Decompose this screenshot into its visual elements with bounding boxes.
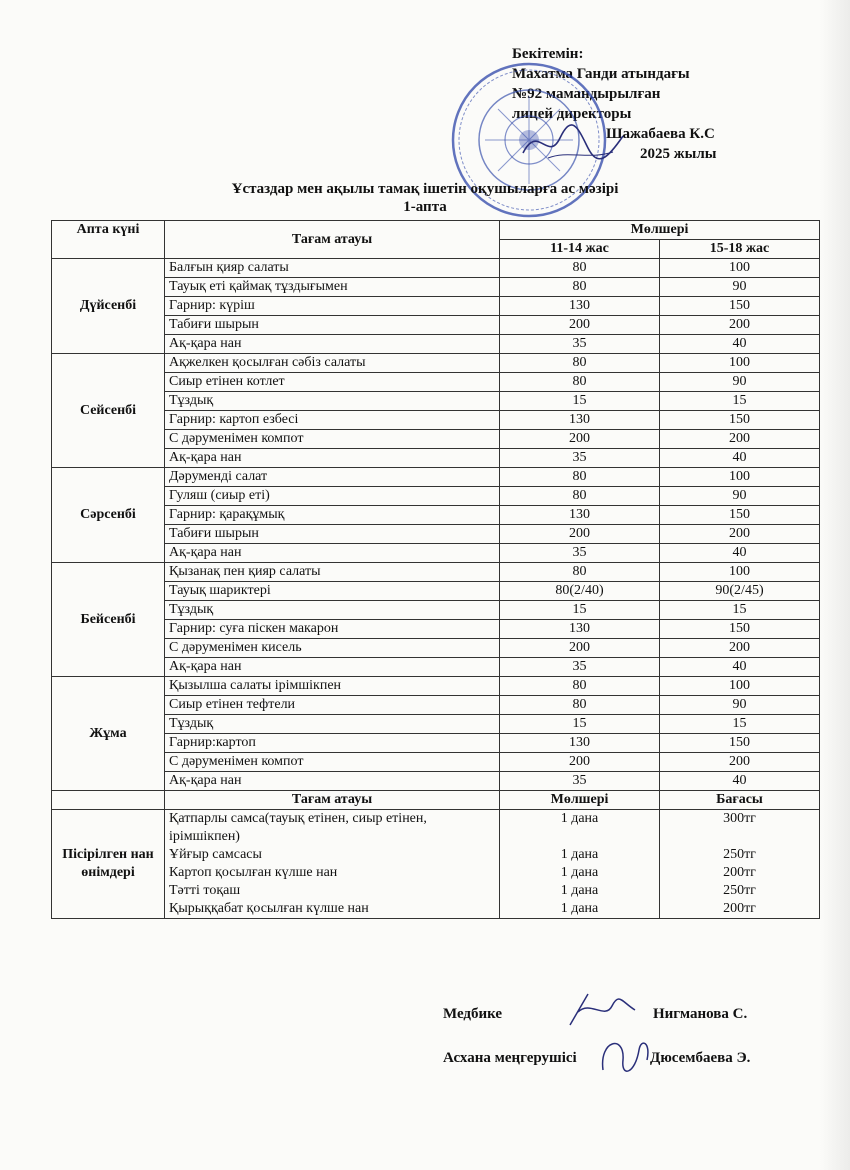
amount-15-18: 15 [660,392,820,411]
dish-name: Гарнир:картоп [165,734,500,753]
bakery-amount-list [500,810,660,919]
table-row [52,715,820,734]
approval-line-1: Бекітемін: [512,46,584,62]
bakery-amount: 1 дана [560,901,599,916]
table-row [52,411,820,430]
table-row [52,487,820,506]
amount-11-14: 35 [500,772,660,791]
amount-15-18: 150 [660,411,820,430]
header-age-15-18: 15-18 жас [660,240,820,259]
day-name: Дүйсенбі [52,259,165,354]
dish-name: Қызанақ пен қияр салаты [165,563,500,582]
bakery-header-amount: Мөлшері [500,791,660,810]
amount-15-18: 200 [660,316,820,335]
bakery-amount: 1 дана [560,847,599,862]
bakery-dish-list [165,810,500,919]
amount-15-18: 100 [660,259,820,278]
approval-line-4: лицей директоры [512,106,632,122]
approval-date: 2025 жылы [640,146,717,162]
table-row [52,601,820,620]
amount-11-14: 15 [500,601,660,620]
day-name: Жұма [52,677,165,791]
day-name: Бейсенбі [52,563,165,677]
table-row [52,316,820,335]
amount-11-14: 35 [500,544,660,563]
dish-name: Тауық шариктері [165,582,500,601]
amount-11-14: 15 [500,392,660,411]
amount-11-14: 200 [500,753,660,772]
amount-11-14: 80 [500,373,660,392]
nurse-signature-icon [560,990,640,1030]
amount-11-14: 200 [500,430,660,449]
header-amount: Мөлшері [500,221,820,240]
amount-11-14: 130 [500,734,660,753]
bakery-dish: Ұйғыр самсасы [169,847,262,862]
amount-15-18: 200 [660,639,820,658]
bakery-category: Пісірілген нан өнімдері [52,810,165,919]
dish-name: Гарнир: суға піскен макарон [165,620,500,639]
table-row [52,544,820,563]
dish-name: Тұздық [165,392,500,411]
amount-15-18: 40 [660,544,820,563]
dish-name: Ақ-қара нан [165,772,500,791]
bakery-dish: Картоп қосылған күлше нан [169,865,338,880]
amount-11-14: 200 [500,639,660,658]
table-row [52,696,820,715]
bakery-header-dish: Тағам атауы [165,791,500,810]
approval-line-3: №92 мамандырылған [512,86,661,102]
dish-name: Гарнир: күріш [165,297,500,316]
header-age-11-14: 11-14 жас [500,240,660,259]
amount-15-18: 200 [660,753,820,772]
bakery-header-price: Бағасы [660,791,820,810]
table-row [52,354,820,373]
amount-11-14: 80 [500,563,660,582]
amount-11-14: 130 [500,411,660,430]
menu-body [52,259,820,791]
table-row [52,392,820,411]
bakery-price-list [660,810,820,919]
amount-15-18: 150 [660,620,820,639]
table-row [52,772,820,791]
director-name: Шажабаева К.С [606,126,715,142]
table-row [52,430,820,449]
bakery-dish: Тәтті тоқаш [169,883,241,898]
amount-11-14: 80 [500,259,660,278]
director-signature-icon [518,118,628,168]
bakery-amount: 1 дана [560,865,599,880]
dish-name: Тауық еті қаймақ тұздығымен [165,278,500,297]
amount-11-14: 80 [500,487,660,506]
amount-11-14: 130 [500,297,660,316]
header-dish: Тағам атауы [165,221,500,259]
amount-15-18: 15 [660,715,820,734]
day-name: Сейсенбі [52,354,165,468]
amount-15-18: 200 [660,430,820,449]
amount-15-18: 100 [660,468,820,487]
table-row [52,259,820,278]
table-row [52,468,820,487]
amount-11-14: 130 [500,506,660,525]
amount-15-18: 90 [660,373,820,392]
amount-15-18: 40 [660,658,820,677]
table-row [52,658,820,677]
amount-15-18: 150 [660,506,820,525]
amount-15-18: 100 [660,563,820,582]
dish-name: Дәруменді салат [165,468,500,487]
nurse-name: Нигманова С. [653,1006,748,1022]
bakery-price: 200тг [723,865,756,880]
page-edge-shadow [820,0,850,1170]
dish-name: С дәруменімен компот [165,430,500,449]
amount-11-14: 80(2/40) [500,582,660,601]
table-row [52,563,820,582]
bakery-header-blank [52,791,165,810]
dish-name: Сиыр етінен котлет [165,373,500,392]
dish-name: С дәруменімен кисель [165,639,500,658]
amount-11-14: 35 [500,335,660,354]
amount-15-18: 100 [660,354,820,373]
dish-name: Ақ-қара нан [165,335,500,354]
amount-15-18: 150 [660,734,820,753]
amount-15-18: 40 [660,449,820,468]
dish-name: Тұздық [165,715,500,734]
dish-name: Ақжелкен қосылған сәбіз салаты [165,354,500,373]
amount-11-14: 80 [500,354,660,373]
bakery-amount: 1 дана [560,883,599,898]
table-row [52,449,820,468]
bakery-price: 250тг [723,883,756,898]
dish-name: Тұздық [165,601,500,620]
amount-11-14: 15 [500,715,660,734]
table-row [52,620,820,639]
menu-table [51,220,820,919]
dish-name: Ақ-қара нан [165,449,500,468]
amount-11-14: 200 [500,525,660,544]
canteen-name: Дюсембаева Э. [650,1050,751,1066]
table-row [52,373,820,392]
amount-15-18: 40 [660,772,820,791]
table-row [52,506,820,525]
bakery-price: 300тг [723,811,756,826]
bakery-dish: Қырыққабат қосылған күлше нан [169,901,369,916]
dish-name: Гарнир: картоп езбесі [165,411,500,430]
canteen-signature-icon [595,1030,655,1082]
amount-11-14: 130 [500,620,660,639]
menu-title: Ұстаздар мен ақылы тамақ ішетін оқушыларға ас мәзірі [231,181,619,197]
day-name: Сәрсенбі [52,468,165,563]
dish-name: С дәруменімен компот [165,753,500,772]
amount-15-18: 90 [660,487,820,506]
table-row [52,639,820,658]
dish-name: Табиғи шырын [165,316,500,335]
table-row [52,525,820,544]
table-row [52,734,820,753]
amount-11-14: 200 [500,316,660,335]
dish-name: Қызылша салаты ірімшікпен [165,677,500,696]
bakery-section [52,791,820,919]
canteen-role: Асхана меңгерушісі [443,1050,577,1066]
amount-15-18: 15 [660,601,820,620]
dish-name: Ақ-қара нан [165,544,500,563]
dish-name: Табиғи шырын [165,525,500,544]
amount-15-18: 40 [660,335,820,354]
amount-15-18: 90 [660,696,820,715]
amount-11-14: 80 [500,278,660,297]
table-row [52,582,820,601]
table-row [52,278,820,297]
table-row [52,335,820,354]
amount-15-18: 90 [660,278,820,297]
week-label: 1-апта [403,199,447,215]
amount-11-14: 80 [500,677,660,696]
dish-name: Гарнир: қарақұмық [165,506,500,525]
amount-11-14: 80 [500,696,660,715]
amount-11-14: 35 [500,658,660,677]
amount-15-18: 100 [660,677,820,696]
bakery-amount: 1 дана [560,811,599,826]
approval-line-2: Махатма Ганди атындағы [512,66,690,82]
amount-15-18: 200 [660,525,820,544]
table-row [52,753,820,772]
amount-15-18: 90(2/45) [660,582,820,601]
amount-11-14: 35 [500,449,660,468]
amount-15-18: 150 [660,297,820,316]
amount-11-14: 80 [500,468,660,487]
bakery-dish: Қатпарлы самса(тауық етінен, сиыр етінен, ірімшікпен) [169,811,427,844]
bakery-price: 250тг [723,847,756,862]
dish-name: Ақ-қара нан [165,658,500,677]
nurse-role: Медбике [443,1006,503,1022]
header-day: Апта күні [52,221,165,259]
table-row [52,677,820,696]
dish-name: Гуляш (сиыр еті) [165,487,500,506]
dish-name: Балғын қияр салаты [165,259,500,278]
bakery-price: 200тг [723,901,756,916]
table-row [52,297,820,316]
dish-name: Сиыр етінен тефтели [165,696,500,715]
